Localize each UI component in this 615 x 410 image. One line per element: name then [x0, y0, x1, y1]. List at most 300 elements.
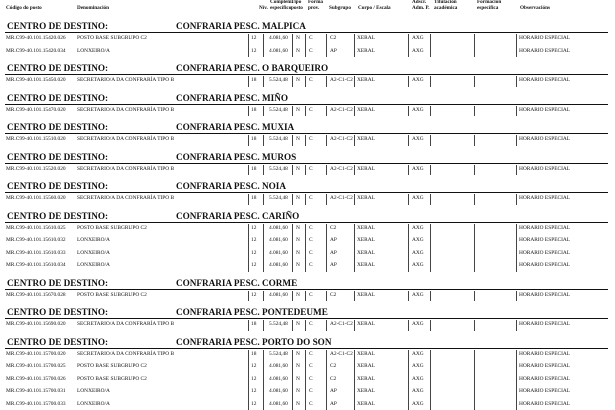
- column-divider: [248, 291, 249, 302]
- cell-obs: HORARIO ESPECIAL: [519, 223, 570, 234]
- column-divider: [430, 135, 431, 146]
- cell-corpo: XERAL: [357, 164, 375, 175]
- cell-level: 18: [251, 134, 256, 145]
- column-divider: [305, 291, 306, 302]
- cell-name: LONXEIRO/A: [77, 235, 110, 246]
- header-subgrupo: Subgrupo: [329, 6, 351, 12]
- cell-level: 18: [251, 349, 256, 360]
- cell-code: MR.C99-40.101.15610.033: [6, 248, 66, 259]
- center-label: CENTRO DE DESTINO:: [7, 152, 108, 162]
- header-titulacion: Titulación: [434, 0, 457, 6]
- cell-adm: AXG: [412, 33, 424, 44]
- cell-code: MR.C99-40.101.15470.020: [6, 105, 66, 116]
- cell-adm: AXG: [412, 235, 424, 246]
- cell-complem: 4.081,60: [269, 399, 288, 410]
- cell-adm: AXG: [412, 46, 424, 57]
- cell-level: 12: [251, 33, 256, 44]
- cell-complem: 4.081,60: [269, 235, 288, 246]
- cell-name: POSTO BASE SUBGRUPO C2: [77, 290, 147, 301]
- column-divider: [516, 194, 517, 205]
- header-denominacion: Denominación: [77, 6, 109, 12]
- cell-complem: 4.081,60: [269, 374, 288, 385]
- cell-level: 12: [251, 374, 256, 385]
- table-row: [0, 386, 615, 397]
- center-label: CENTRO DE DESTINO:: [7, 337, 108, 347]
- cell-forma: C: [309, 374, 313, 385]
- cell-tipo: N: [296, 361, 300, 372]
- cell-obs: HORARIO ESPECIAL: [519, 105, 570, 116]
- column-divider: [326, 76, 327, 87]
- cell-obs: HORARIO ESPECIAL: [519, 164, 570, 175]
- cell-forma: C: [309, 399, 313, 410]
- cell-corpo: XERAL: [357, 399, 375, 410]
- cell-level: 12: [251, 399, 256, 410]
- table-row: [0, 105, 615, 116]
- column-divider: [354, 76, 355, 87]
- column-divider: [516, 224, 517, 272]
- cell-subgrupo: A2-C1-C2: [330, 164, 353, 175]
- header-academica: académica: [434, 6, 457, 12]
- cell-name: POSTO BASE SUBGRUPO C2: [77, 374, 147, 385]
- cell-name: POSTO BASE SUBGRUPO C2: [77, 223, 147, 234]
- column-divider: [292, 76, 293, 87]
- cell-tipo: N: [296, 386, 300, 397]
- cell-complem: 4.081,60: [269, 386, 288, 397]
- cell-subgrupo: AP: [330, 399, 337, 410]
- cell-adm: AXG: [412, 105, 424, 116]
- column-divider: [305, 320, 306, 331]
- column-divider: [354, 165, 355, 176]
- cell-subgrupo: AP: [330, 235, 337, 246]
- column-divider: [430, 194, 431, 205]
- cell-code: MR.C99-40.101.15420.034: [6, 46, 66, 57]
- cell-code: MR.C99-40.101.15700.025: [6, 361, 66, 372]
- cell-code: MR.C99-40.101.15420.026: [6, 33, 66, 44]
- cell-subgrupo: A2-C1-C2: [330, 134, 353, 145]
- cell-corpo: XERAL: [357, 46, 375, 57]
- cell-forma: C: [309, 105, 313, 116]
- center-label: CENTRO DE DESTINO:: [7, 278, 108, 288]
- column-divider: [408, 350, 409, 410]
- cell-subgrupo: AP: [330, 260, 337, 271]
- cell-level: 18: [251, 105, 256, 116]
- table-row: [0, 193, 615, 204]
- cell-obs: HORARIO ESPECIAL: [519, 46, 570, 57]
- cell-code: MR.C99-40.101.15520.020: [6, 164, 66, 175]
- cell-corpo: XERAL: [357, 248, 375, 259]
- cell-tipo: N: [296, 399, 300, 410]
- header-complem: Complem.: [270, 0, 293, 6]
- column-divider: [354, 106, 355, 117]
- table-row: [0, 75, 615, 86]
- cell-complem: 4.081,60: [269, 248, 288, 259]
- center-label: CENTRO DE DESTINO:: [7, 211, 108, 221]
- cell-subgrupo: C2: [330, 361, 336, 372]
- cell-forma: C: [309, 319, 313, 330]
- column-divider: [408, 320, 409, 331]
- column-divider: [248, 320, 249, 331]
- cell-obs: HORARIO ESPECIAL: [519, 235, 570, 246]
- column-divider: [408, 291, 409, 302]
- table-row: [0, 290, 615, 301]
- column-divider: [326, 194, 327, 205]
- cell-tipo: N: [296, 290, 300, 301]
- column-divider: [326, 165, 327, 176]
- center-heading: [5, 278, 605, 288]
- center-heading: [5, 307, 605, 317]
- center-name: CONFRARIA PESC. NOIA: [176, 181, 286, 191]
- column-divider: [326, 224, 327, 272]
- column-divider: [354, 320, 355, 331]
- column-divider: [263, 135, 264, 146]
- cell-code: MR.C99-40.101.15560.020: [6, 193, 66, 204]
- header-adscr: Adscr.: [412, 0, 426, 6]
- center-heading: [5, 122, 605, 132]
- column-divider: [326, 135, 327, 146]
- column-divider: [263, 224, 264, 272]
- column-divider: [305, 76, 306, 87]
- cell-subgrupo: C2: [330, 33, 336, 44]
- cell-name: LONXEIRO/A: [77, 46, 110, 57]
- cell-forma: C: [309, 193, 313, 204]
- cell-level: 12: [251, 223, 256, 234]
- center-name: CONFRARIA PESC. O BARQUEIRO: [176, 63, 328, 73]
- cell-subgrupo: A2-C1-C2: [330, 193, 353, 204]
- header-nivel: Nív.: [259, 6, 268, 12]
- center-heading: [5, 211, 605, 221]
- cell-complem: 5.524,48: [269, 193, 288, 204]
- cell-forma: C: [309, 235, 313, 246]
- cell-name: SECRETARIO/A DA CONFRARÍA TIPO B: [77, 164, 174, 175]
- column-divider: [354, 34, 355, 57]
- cell-forma: C: [309, 349, 313, 360]
- column-divider: [248, 76, 249, 87]
- cell-adm: AXG: [412, 386, 424, 397]
- column-divider: [305, 194, 306, 205]
- cell-complem: 4.081,60: [269, 260, 288, 271]
- cell-forma: C: [309, 223, 313, 234]
- cell-adm: AXG: [412, 134, 424, 145]
- header-prov: prov.: [308, 6, 319, 12]
- cell-obs: HORARIO ESPECIAL: [519, 134, 570, 145]
- cell-tipo: N: [296, 193, 300, 204]
- column-divider: [263, 165, 264, 176]
- cell-adm: AXG: [412, 260, 424, 271]
- cell-code: MR.C99-40.101.15700.026: [6, 374, 66, 385]
- header-observacions: Observacións: [520, 6, 550, 12]
- cell-corpo: XERAL: [357, 290, 375, 301]
- cell-level: 12: [251, 290, 256, 301]
- cell-corpo: XERAL: [357, 319, 375, 330]
- column-divider: [248, 350, 249, 410]
- cell-complem: 4.081,60: [269, 33, 288, 44]
- cell-complem: 5.524,48: [269, 105, 288, 116]
- column-divider: [292, 224, 293, 272]
- cell-obs: HORARIO ESPECIAL: [519, 248, 570, 259]
- center-heading: [5, 21, 605, 31]
- cell-level: 12: [251, 386, 256, 397]
- column-divider: [248, 34, 249, 57]
- table-row: [0, 134, 615, 145]
- header-posto: posto: [291, 6, 303, 12]
- column-divider: [430, 106, 431, 117]
- cell-code: MR.C99-40.101.15700.033: [6, 399, 66, 410]
- cell-tipo: N: [296, 319, 300, 330]
- center-heading: [5, 181, 605, 191]
- cell-adm: AXG: [412, 399, 424, 410]
- column-divider: [354, 224, 355, 272]
- cell-forma: C: [309, 46, 313, 57]
- cell-name: SECRETARIO/A DA CONFRARÍA TIPO B: [77, 319, 174, 330]
- header-tipo: Tipo: [291, 0, 301, 6]
- table-row: [0, 349, 615, 360]
- cell-forma: C: [309, 260, 313, 271]
- column-divider: [263, 350, 264, 410]
- cell-subgrupo: AP: [330, 386, 337, 397]
- table-row: [0, 235, 615, 246]
- cell-level: 12: [251, 248, 256, 259]
- cell-forma: C: [309, 361, 313, 372]
- cell-adm: AXG: [412, 361, 424, 372]
- column-divider: [263, 194, 264, 205]
- cell-corpo: XERAL: [357, 134, 375, 145]
- table-row: [0, 319, 615, 330]
- column-divider: [305, 106, 306, 117]
- cell-forma: C: [309, 248, 313, 259]
- cell-obs: HORARIO ESPECIAL: [519, 374, 570, 385]
- cell-code: MR.C99-40.101.15450.020: [6, 75, 66, 86]
- center-name: CONFRARIA PESC. MUROS: [176, 152, 296, 162]
- cell-forma: C: [309, 75, 313, 86]
- cell-code: MR.C99-40.101.15700.031: [6, 386, 66, 397]
- center-name: CONFRARIA PESC. MUXIA: [176, 122, 294, 132]
- center-label: CENTRO DE DESTINO:: [7, 122, 108, 132]
- cell-corpo: XERAL: [357, 193, 375, 204]
- table-row: [0, 248, 615, 259]
- cell-adm: AXG: [412, 319, 424, 330]
- center-heading: [5, 337, 605, 347]
- column-divider: [292, 350, 293, 410]
- cell-corpo: XERAL: [357, 374, 375, 385]
- column-divider: [248, 106, 249, 117]
- column-divider: [474, 291, 475, 302]
- column-divider: [263, 34, 264, 57]
- cell-corpo: XERAL: [357, 105, 375, 116]
- column-divider: [305, 350, 306, 410]
- cell-name: SECRETARIO/A DA CONFRARÍA TIPO B: [77, 349, 174, 360]
- cell-tipo: N: [296, 349, 300, 360]
- header-adm: Adm. P.: [412, 6, 430, 12]
- cell-adm: AXG: [412, 164, 424, 175]
- center-label: CENTRO DE DESTINO:: [7, 63, 108, 73]
- cell-obs: HORARIO ESPECIAL: [519, 193, 570, 204]
- cell-complem: 5.524,48: [269, 134, 288, 145]
- cell-adm: AXG: [412, 75, 424, 86]
- cell-tipo: N: [296, 105, 300, 116]
- cell-adm: AXG: [412, 349, 424, 360]
- cell-subgrupo: A2-C1-C2: [330, 349, 353, 360]
- header-especifica: específica: [477, 6, 498, 12]
- column-divider: [474, 224, 475, 272]
- cell-tipo: N: [296, 75, 300, 86]
- column-divider: [430, 165, 431, 176]
- column-divider: [408, 76, 409, 87]
- column-divider: [430, 76, 431, 87]
- cell-subgrupo: AP: [330, 46, 337, 57]
- column-divider: [305, 34, 306, 57]
- header-codigo: Código do posto: [6, 6, 42, 12]
- column-divider: [248, 224, 249, 272]
- center-label: CENTRO DE DESTINO:: [7, 21, 108, 31]
- center-name: CONFRARIA PESC. MIÑO: [176, 93, 288, 103]
- column-divider: [474, 76, 475, 87]
- cell-code: MR.C99-40.101.15610.032: [6, 235, 66, 246]
- column-divider: [408, 165, 409, 176]
- column-divider: [408, 34, 409, 57]
- cell-level: 18: [251, 319, 256, 330]
- cell-obs: HORARIO ESPECIAL: [519, 33, 570, 44]
- cell-tipo: N: [296, 46, 300, 57]
- center-name: CONFRARIA PESC. CARIÑO: [176, 211, 299, 221]
- cell-tipo: N: [296, 134, 300, 145]
- cell-code: MR.C99-40.101.15610.034: [6, 260, 66, 271]
- cell-complem: 4.081,60: [269, 290, 288, 301]
- cell-adm: AXG: [412, 374, 424, 385]
- column-divider: [516, 350, 517, 410]
- column-divider: [516, 320, 517, 331]
- center-name: CONFRARIA PESC. MALPICA: [176, 21, 306, 31]
- center-label: CENTRO DE DESTINO:: [7, 93, 108, 103]
- center-heading: [5, 93, 605, 103]
- column-divider: [354, 194, 355, 205]
- column-divider: [263, 291, 264, 302]
- column-divider: [263, 320, 264, 331]
- header-formacion: Formación: [477, 0, 501, 6]
- cell-corpo: XERAL: [357, 260, 375, 271]
- column-divider: [326, 291, 327, 302]
- cell-forma: C: [309, 386, 313, 397]
- column-divider: [292, 34, 293, 57]
- cell-code: MR.C99-40.101.15690.020: [6, 319, 66, 330]
- column-divider: [305, 224, 306, 272]
- cell-subgrupo: AP: [330, 248, 337, 259]
- cell-name: POSTO BASE SUBGRUPO C2: [77, 33, 147, 44]
- column-divider: [305, 165, 306, 176]
- center-name: CONFRARIA PESC. PONTEDEUME: [176, 307, 328, 317]
- center-name: CONFRARIA PESC. PORTO DO SON: [176, 337, 331, 347]
- cell-name: LONXEIRO/A: [77, 399, 110, 410]
- cell-obs: HORARIO ESPECIAL: [519, 319, 570, 330]
- column-divider: [516, 76, 517, 87]
- column-divider: [430, 291, 431, 302]
- column-divider: [292, 320, 293, 331]
- column-divider: [430, 320, 431, 331]
- cell-level: 18: [251, 75, 256, 86]
- column-divider: [263, 76, 264, 87]
- table-row: [0, 223, 615, 234]
- column-divider: [408, 106, 409, 117]
- column-divider: [292, 194, 293, 205]
- cell-complem: 5.524,48: [269, 75, 288, 86]
- cell-adm: AXG: [412, 248, 424, 259]
- cell-subgrupo: C2: [330, 374, 336, 385]
- column-divider: [408, 194, 409, 205]
- center-label: CENTRO DE DESTINO:: [7, 307, 108, 317]
- cell-name: LONXEIRO/A: [77, 386, 110, 397]
- table-row: [0, 46, 615, 57]
- column-divider: [474, 350, 475, 410]
- cell-subgrupo: A2-C1-C2: [330, 105, 353, 116]
- cell-tipo: N: [296, 223, 300, 234]
- cell-complem: 4.081,60: [269, 223, 288, 234]
- table-row: [0, 399, 615, 410]
- cell-tipo: N: [296, 164, 300, 175]
- cell-code: MR.C99-40.101.15610.025: [6, 223, 66, 234]
- cell-code: MR.C99-40.101.15700.020: [6, 349, 66, 360]
- column-divider: [326, 320, 327, 331]
- column-divider: [354, 135, 355, 146]
- column-divider: [474, 34, 475, 57]
- cell-complem: 4.081,60: [269, 46, 288, 57]
- column-divider: [292, 165, 293, 176]
- cell-tipo: N: [296, 260, 300, 271]
- cell-tipo: N: [296, 374, 300, 385]
- column-divider: [292, 291, 293, 302]
- column-divider: [474, 194, 475, 205]
- cell-tipo: N: [296, 235, 300, 246]
- table-row: [0, 374, 615, 385]
- cell-corpo: XERAL: [357, 75, 375, 86]
- column-divider: [354, 350, 355, 410]
- cell-corpo: XERAL: [357, 223, 375, 234]
- cell-obs: HORARIO ESPECIAL: [519, 399, 570, 410]
- column-divider: [474, 135, 475, 146]
- cell-adm: AXG: [412, 193, 424, 204]
- cell-corpo: XERAL: [357, 386, 375, 397]
- column-divider: [354, 291, 355, 302]
- table-row: [0, 260, 615, 271]
- column-divider: [326, 350, 327, 410]
- cell-corpo: XERAL: [357, 235, 375, 246]
- cell-tipo: N: [296, 248, 300, 259]
- cell-level: 12: [251, 361, 256, 372]
- cell-corpo: XERAL: [357, 361, 375, 372]
- column-divider: [474, 320, 475, 331]
- cell-level: 12: [251, 46, 256, 57]
- cell-code: MR.C99-40.101.15670.028: [6, 290, 66, 301]
- table-row: [0, 164, 615, 175]
- center-heading: [5, 152, 605, 162]
- cell-level: 18: [251, 164, 256, 175]
- header-especifico: específico: [270, 6, 291, 12]
- header-forma: Forma: [308, 0, 323, 6]
- column-divider: [474, 106, 475, 117]
- cell-adm: AXG: [412, 223, 424, 234]
- cell-obs: HORARIO ESPECIAL: [519, 260, 570, 271]
- column-divider: [248, 135, 249, 146]
- cell-level: 12: [251, 260, 256, 271]
- column-divider: [248, 194, 249, 205]
- cell-forma: C: [309, 134, 313, 145]
- cell-complem: 5.524,48: [269, 319, 288, 330]
- center-heading: [5, 63, 605, 73]
- table-row: [0, 33, 615, 44]
- cell-obs: HORARIO ESPECIAL: [519, 75, 570, 86]
- cell-name: LONXEIRO/A: [77, 260, 110, 271]
- center-label: CENTRO DE DESTINO:: [7, 181, 108, 191]
- column-divider: [516, 165, 517, 176]
- cell-subgrupo: C2: [330, 223, 336, 234]
